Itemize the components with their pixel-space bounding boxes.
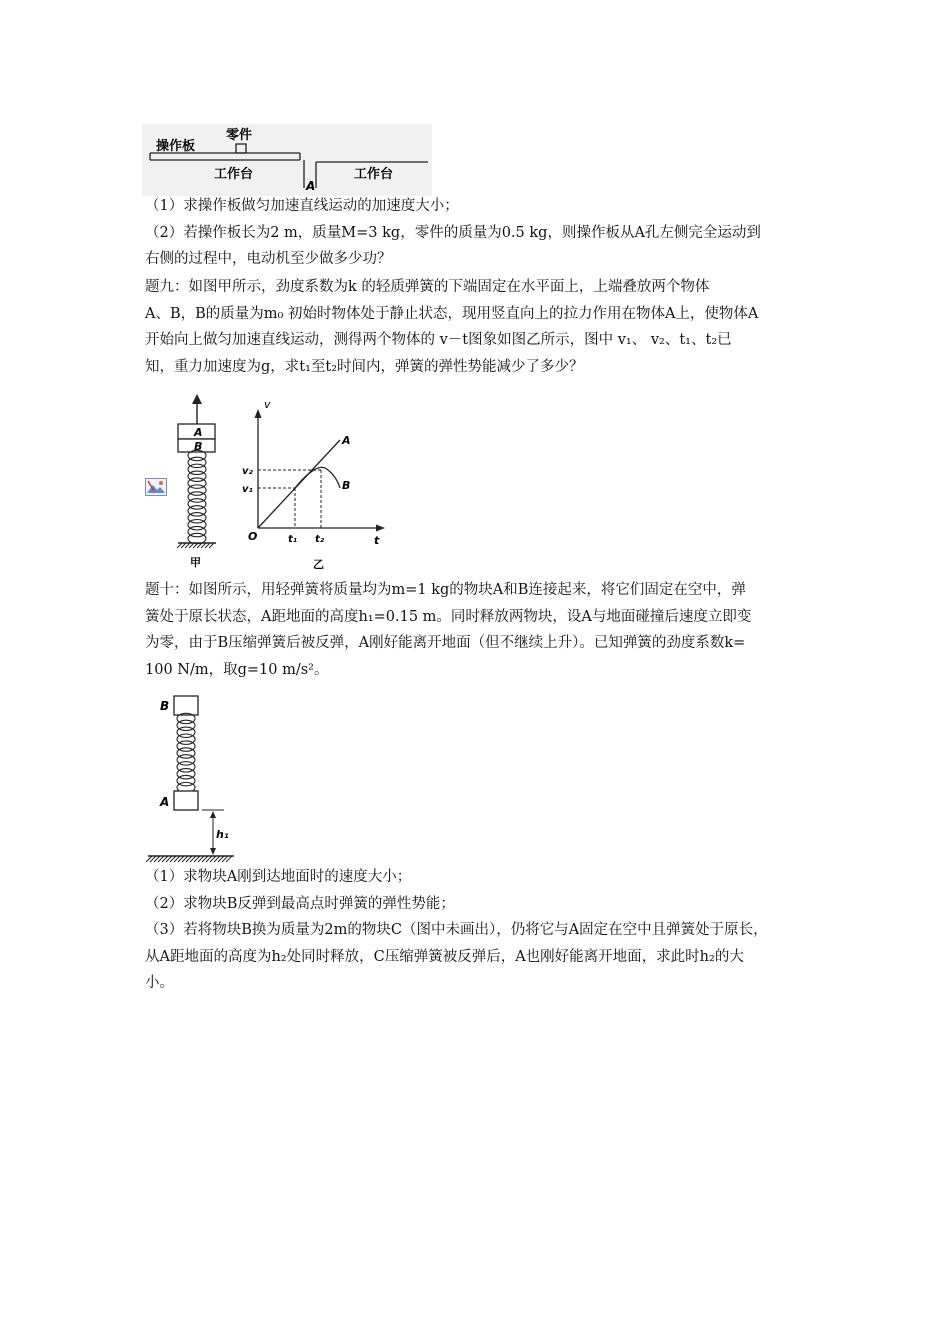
label-bench-left: 工作台 [214,167,254,182]
tick-t1: t₁ [288,534,298,545]
figure-spring-ground [146,690,246,868]
ground-hatch [146,856,232,862]
problem10-line4: 100 N/m，取g=10 m/s²。 [145,661,329,678]
label-B: B [194,440,203,453]
caption-jia: 甲 [190,556,201,569]
spring-vt-diagram [168,392,398,574]
problem9-line1: 题九：如图甲所示，劲度系数为k 的轻质弹簧的下端固定在水平面上，上端叠放两个物体 [145,279,710,295]
tick-v1: v₁ [242,484,253,495]
part-box [236,144,246,153]
label-plate: 操作板 [156,139,196,154]
up-arrow-icon [192,394,202,404]
axis-v-label: v [264,398,271,411]
problem8-block [145,193,835,273]
problem10-q3-line3: 小。 [145,975,174,991]
problem10-line3: 为零，由于B压缩弹簧后被反弹，A刚好能离开地面（但不继续上升）。已知弹簧的劲度系数k= [145,635,746,651]
label-h1: h₁ [216,828,229,841]
label-hole: A [306,179,316,193]
label-B: B [160,699,170,713]
problem9-line4: 知，重力加速度为g，求t₁至t₂时间内，弹簧的弹性势能减少了多少？ [145,358,584,375]
problem10-line2: 簧处于原长状态，A距地面的高度h₁=0.15 m。同时释放两物块，设A与地面碰撞后速度立即变 [145,608,752,625]
curve-B-label: B [342,479,351,492]
problem9-line2: A、B，B的质量为m₀ 初始时物体处于静止状态，现用竖直向上的拉力作用在物体A上，使物体A [145,305,759,322]
origin-label: O [248,530,258,543]
label-bench-right: 工作台 [354,167,394,182]
figure-spring-vt [168,392,398,574]
problem10-questions-block [145,864,835,997]
tick-t2: t₂ [315,534,325,545]
problem10-block [145,577,835,683]
worktable-diagram [142,124,432,196]
problem10-q3-line1: （3）若将物块B换为质量为2m的物块C（图中未画出），仍将它与A固定在空中且弹簧处于原长， [145,922,768,938]
spring-coil [177,713,195,792]
problem9-line3: 开始向上做匀加速直线运动，测得两个物体的 v－t图象如图乙所示，图中 v₁、 v₂、t₁、t₂已 [145,332,732,348]
axis-t-label: t [374,534,380,547]
label-A: A [160,795,170,809]
problem10-q1: （1）求物块A刚到达地面时的速度大小； [145,869,412,885]
broken-image-icon [145,478,167,496]
block-A [174,791,198,810]
label-A: A [194,426,203,439]
label-part: 零件 [226,128,253,143]
spring-coil [188,450,206,543]
problem8-q1: （1）求操作板做匀加速直线运动的加速度大小； [145,198,459,214]
figure-worktable [142,124,432,196]
problem8-q2-line1: （2）若操作板长为2 m，质量M=3 kg，零件的质量为0.5 kg，则操作板从A孔左侧完全运动到 [145,224,761,241]
spring-ground-diagram [146,690,246,868]
block-B [174,696,198,715]
caption-yi: 乙 [313,558,324,571]
problem10-q2: （2）求物块B反弹到最高点时弹簧的弹性势能； [145,895,455,912]
tick-v2: v₂ [242,466,253,477]
curve-A-label: A [342,434,351,447]
problem10-q3-line2: 从A距地面的高度为h₂处同时释放，C压缩弹簧被反弹后，A也刚好能离开地面，求此时h₂的大 [145,948,744,965]
spring-loop [188,533,206,543]
problem9-block [145,274,835,380]
problem8-q2-line2: 右侧的过程中，电动机至少做多少功？ [145,251,392,267]
curve-B [295,467,340,488]
problem10-line1: 题十：如图所示，用轻弹簧将质量均为m=1 kg的物块A和B连接起来，将它们固定在空中，弹 [145,582,746,598]
